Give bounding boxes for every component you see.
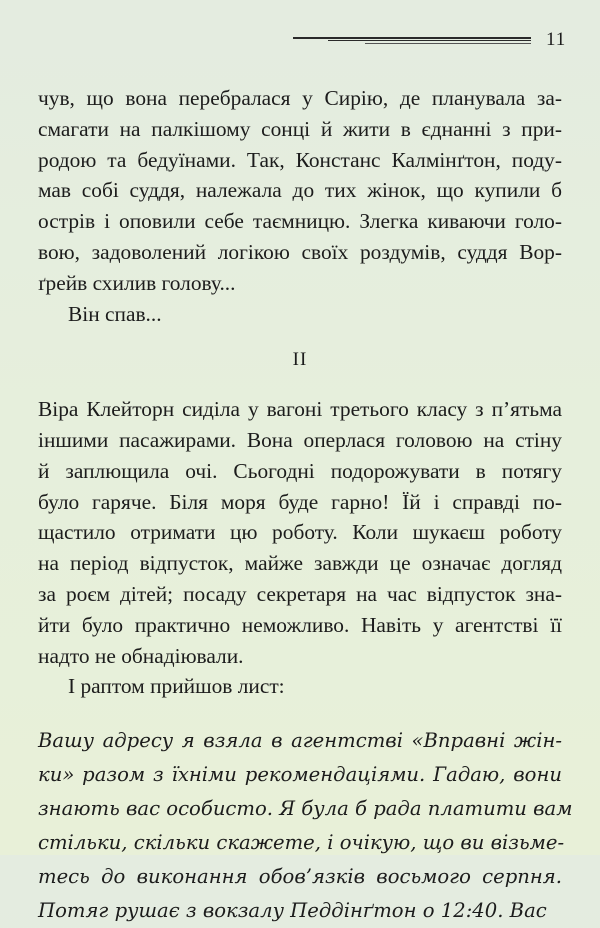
page-number: 11: [546, 29, 567, 50]
text-column: [38, 83, 573, 928]
header-rule-top: [293, 37, 531, 39]
letter-line: ки» разом з їхніми рекомендаціями. Гадаю, вони: [38, 763, 562, 787]
text-line: смагати на палкішому сонці й жити в єднанні з при-: [38, 116, 562, 141]
paragraph-vera-train: [38, 394, 562, 671]
letter-line: тесь до виконання обов’язків восьмого серпня.: [38, 865, 562, 889]
text-line: мав собі суддя, належала до тих жінок, що купили б: [38, 178, 562, 203]
paragraph-he-slept: [38, 299, 562, 330]
letter-line: Вашу адресу я взяла в агентстві «Вправні жін-: [38, 729, 562, 753]
text-line: Віра Клейторн сиділа у вагоні третього класу з п’ятьма: [38, 397, 562, 422]
text-line: щастило отримати цю роботу. Коли шукаєш роботу: [38, 520, 562, 545]
text-line: острів і оповили себе таємницю. Злегка киваючи голо-: [38, 209, 562, 234]
text-line: чув, що вона перебралася у Сирію, де планувала за-: [38, 86, 562, 110]
running-header: [290, 28, 572, 52]
text-line: надто не обнадіювали.: [38, 643, 244, 668]
letter-line: знають вас особисто. Я була б рада платити вам: [38, 797, 573, 821]
letter-line: Потяг рушає з вокзалу Педдінґтон о 12:40. Вас: [38, 899, 547, 923]
text-line: йти було практично неможливо. Навіть у агентстві її: [38, 612, 562, 637]
text-line: на період відпусток, майже завжди це означає догляд: [38, 551, 562, 576]
text-line: за роєм дітей; посаду секретаря на час відпусток зна-: [38, 581, 562, 606]
text-line: іншими пасажирами. Вона оперлася головою на стіну: [38, 427, 562, 452]
letter-quote: [38, 724, 573, 928]
paragraph-judge-thoughts: [38, 83, 562, 299]
text-line: й заплющила очі. Сьогодні подорожувати в потягу: [38, 458, 562, 483]
text-line: було гаряче. Біля моря буде гарно! Їй і справді по-: [38, 489, 562, 514]
text-line: родою та бедуїнами. Так, Констанс Калмінґтон, поду-: [38, 147, 562, 172]
letter-line: стільки, скільки скажете, і очікую, що ви візьме-: [38, 831, 565, 855]
text-line: вою, задоволений логікою своїх роздумів, суддя Вор-: [38, 239, 562, 264]
header-rule-bottom: [365, 43, 531, 44]
text-line: І раптом прийшов лист:: [68, 674, 285, 699]
text-line: ґрейв схилив голову...: [38, 270, 236, 295]
header-rule-middle: [328, 40, 531, 41]
text-line: Він спав...: [68, 301, 162, 326]
paragraph-letter-arrived: [38, 671, 562, 702]
section-heading: II: [292, 349, 308, 371]
